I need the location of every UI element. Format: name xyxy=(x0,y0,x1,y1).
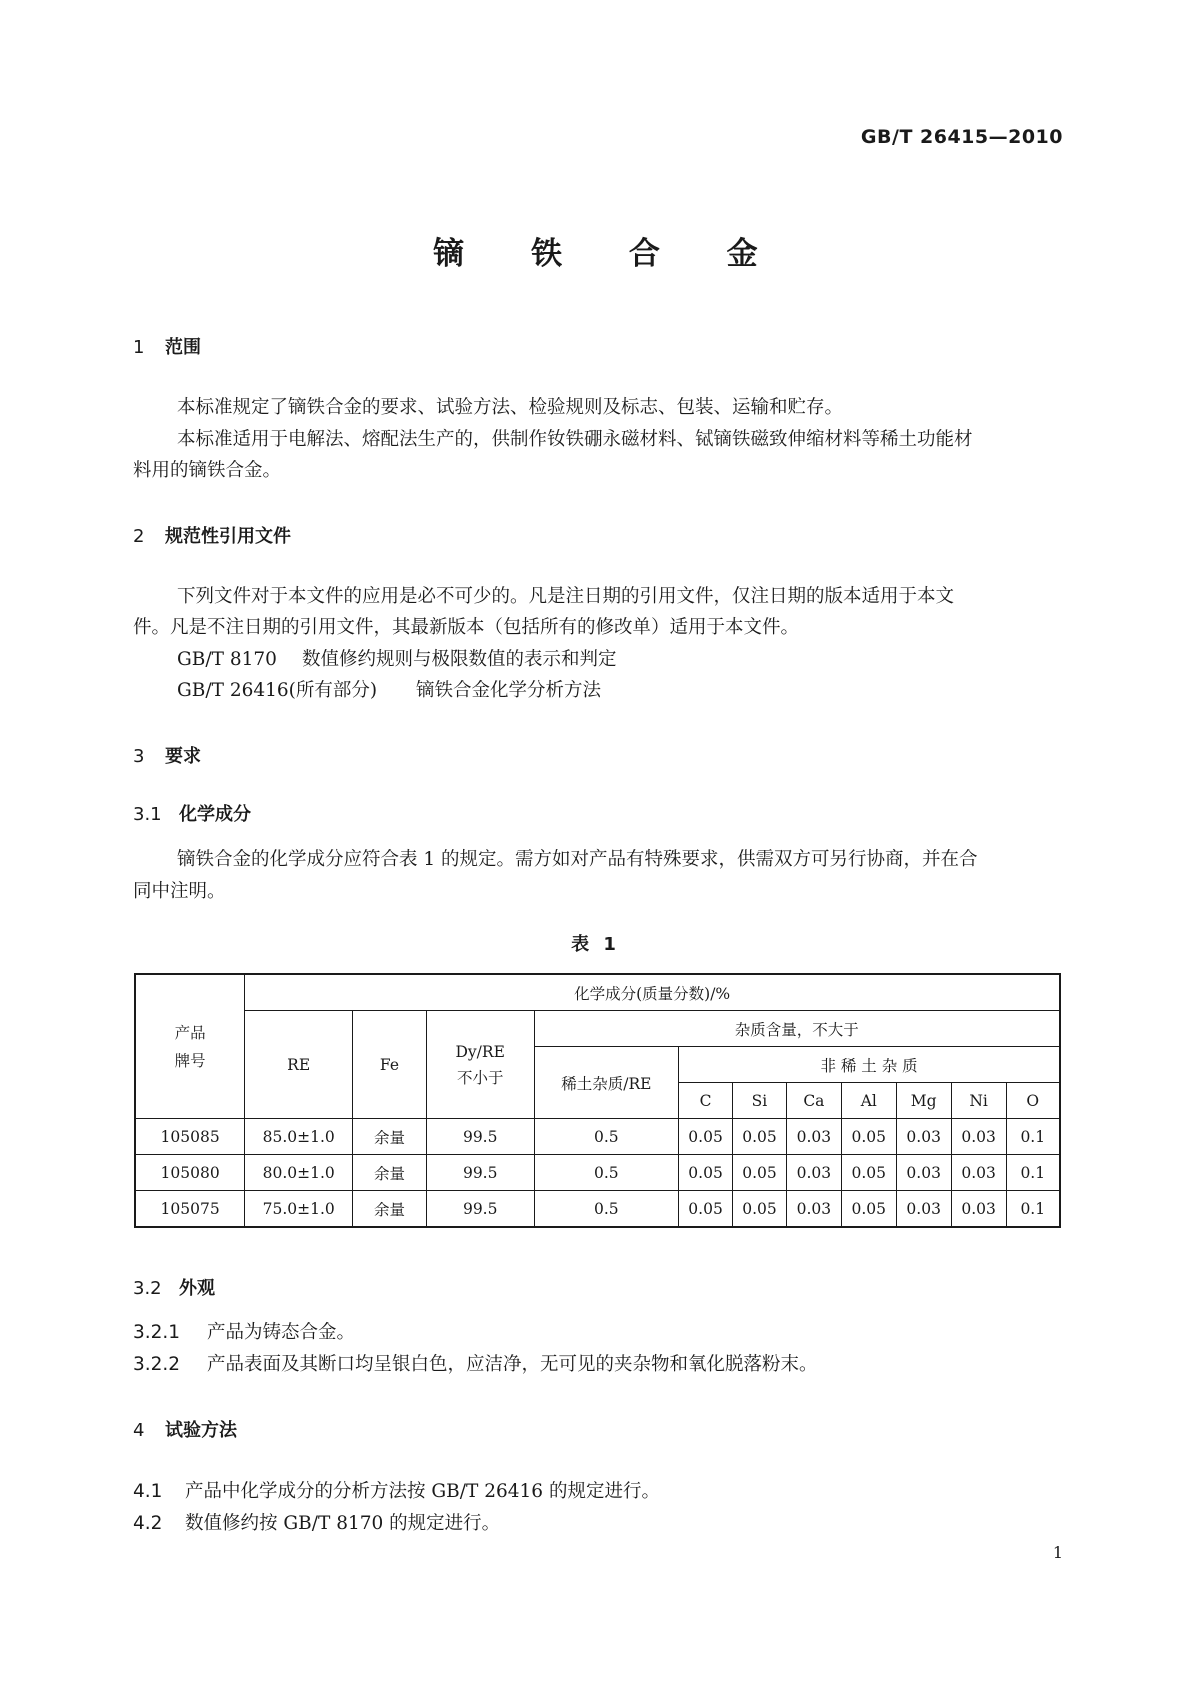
paragraph-line: 本标准适用于电解法、熔配法生产的，供制作钕铁硼永磁材料、铽镝铁磁致伸缩材料等稀土功能材 xyxy=(177,429,973,450)
section-3-1-heading xyxy=(133,800,251,826)
header-fe: Fe xyxy=(353,1011,427,1119)
section-title: 要求 xyxy=(165,746,201,767)
cell-al: 0.05 xyxy=(841,1155,896,1191)
paragraph-line: 件。凡是不注日期的引用文件，其最新版本（包括所有的修改单）适用于本文件。 xyxy=(133,617,800,638)
section-title: 试验方法 xyxy=(165,1420,237,1441)
paragraph-line: 同中注明。 xyxy=(133,881,226,902)
header-element: Si xyxy=(733,1083,787,1119)
cell-c: 0.05 xyxy=(679,1191,733,1228)
table-row xyxy=(135,1155,1060,1191)
cell-re: 80.0±1.0 xyxy=(245,1155,353,1191)
header-product-grade: 产品 牌号 xyxy=(135,974,245,1119)
cell-si: 0.05 xyxy=(733,1191,787,1228)
cell-fe: 余量 xyxy=(353,1155,427,1191)
clause-text: 产品中化学成分的分析方法按 GB/T 26416 的规定进行。 xyxy=(185,1481,660,1502)
clause-text: 数值修约按 GB/T 8170 的规定进行。 xyxy=(185,1513,501,1534)
table-row xyxy=(135,1191,1060,1228)
section-number: 3 xyxy=(133,746,145,767)
section-title: 化学成分 xyxy=(179,804,251,825)
cell-si: 0.05 xyxy=(733,1155,787,1191)
clause-4-1 xyxy=(133,1477,660,1503)
header-element: O xyxy=(1006,1083,1060,1119)
section-3-2-heading xyxy=(133,1274,215,1300)
cell-ca: 0.03 xyxy=(786,1155,841,1191)
normative-reference xyxy=(177,644,617,676)
cell-c: 0.05 xyxy=(679,1155,733,1191)
header-re: RE xyxy=(245,1011,353,1119)
cell-ni: 0.03 xyxy=(951,1155,1006,1191)
standard-number: GB/T 26415—2010 xyxy=(860,126,1063,148)
section-3-heading xyxy=(133,742,201,768)
cell-dy-re: 99.5 xyxy=(426,1191,534,1228)
cell-re-impurity: 0.5 xyxy=(534,1155,679,1191)
cell-c: 0.05 xyxy=(679,1119,733,1155)
clause-3-2-1 xyxy=(133,1318,355,1344)
cell-ca: 0.03 xyxy=(786,1119,841,1155)
clause-number: 4.2 xyxy=(133,1513,163,1534)
header-dy-re: Dy/RE 不小于 xyxy=(426,1011,534,1119)
clause-text: 产品表面及其断口均呈银白色，应洁净，无可见的夹杂物和氧化脱落粉末。 xyxy=(207,1354,818,1375)
reference-code: GB/T 8170 xyxy=(177,649,277,670)
section-number: 3.1 xyxy=(133,804,162,825)
section-number: 1 xyxy=(133,337,145,358)
clause-text: 产品为铸态合金。 xyxy=(207,1322,356,1343)
reference-code: GB/T 26416(所有部分) xyxy=(177,680,378,701)
header-element: Ni xyxy=(951,1083,1006,1119)
clause-number: 4.1 xyxy=(133,1481,163,1502)
clause-3-2-2 xyxy=(133,1350,818,1376)
section-title: 规范性引用文件 xyxy=(165,526,291,547)
header-chemical-composition: 化学成分(质量分数)/% xyxy=(245,974,1060,1011)
section-number: 3.2 xyxy=(133,1278,162,1299)
table-row xyxy=(135,1119,1060,1155)
header-impurity-content: 杂质含量，不大于 xyxy=(534,1011,1060,1047)
cell-grade: 105085 xyxy=(135,1119,245,1155)
clause-4-2 xyxy=(133,1509,500,1535)
table-caption: 表 1 xyxy=(571,934,620,955)
cell-ni: 0.03 xyxy=(951,1191,1006,1228)
reference-title: 镝铁合金化学分析方法 xyxy=(416,680,602,701)
clause-number: 3.2.1 xyxy=(133,1322,181,1343)
section-title: 外观 xyxy=(179,1278,215,1299)
clause-number: 3.2.2 xyxy=(133,1354,181,1375)
paragraph-line: 料用的镝铁合金。 xyxy=(133,460,282,481)
section-number: 2 xyxy=(133,526,145,547)
header-rare-earth-impurity: 稀土杂质/RE xyxy=(534,1047,679,1119)
cell-ca: 0.03 xyxy=(786,1191,841,1228)
paragraph: 本标准规定了镝铁合金的要求、试验方法、检验规则及标志、包装、运输和贮存。 xyxy=(177,397,844,418)
cell-dy-re: 99.5 xyxy=(426,1155,534,1191)
cell-mg: 0.03 xyxy=(896,1119,951,1155)
cell-re-impurity: 0.5 xyxy=(534,1119,679,1155)
cell-fe: 余量 xyxy=(353,1119,427,1155)
header-non-rare-earth-impurity: 非 稀 土 杂 质 xyxy=(679,1047,1060,1083)
document-title: 镝 铁 合 金 xyxy=(433,236,786,272)
cell-re-impurity: 0.5 xyxy=(534,1191,679,1228)
cell-re: 85.0±1.0 xyxy=(245,1119,353,1155)
cell-o: 0.1 xyxy=(1006,1119,1060,1155)
cell-grade: 105075 xyxy=(135,1191,245,1228)
normative-reference xyxy=(177,675,601,707)
cell-si: 0.05 xyxy=(733,1119,787,1155)
reference-title: 数值修约规则与极限数值的表示和判定 xyxy=(302,649,617,670)
cell-ni: 0.03 xyxy=(951,1119,1006,1155)
header-element: Mg xyxy=(896,1083,951,1119)
cell-re: 75.0±1.0 xyxy=(245,1191,353,1228)
header-element: Al xyxy=(841,1083,896,1119)
cell-al: 0.05 xyxy=(841,1119,896,1155)
header-element: C xyxy=(679,1083,733,1119)
section-number: 4 xyxy=(133,1420,145,1441)
cell-mg: 0.03 xyxy=(896,1155,951,1191)
cell-fe: 余量 xyxy=(353,1191,427,1228)
chemical-composition-table xyxy=(134,973,1061,1228)
cell-dy-re: 99.5 xyxy=(426,1119,534,1155)
page-number: 1 xyxy=(1052,1543,1063,1562)
cell-al: 0.05 xyxy=(841,1191,896,1228)
section-title: 范围 xyxy=(165,337,201,358)
cell-o: 0.1 xyxy=(1006,1155,1060,1191)
section-2-heading xyxy=(133,522,291,548)
section-4-heading xyxy=(133,1416,237,1442)
section-1-heading xyxy=(133,333,201,359)
header-element: Ca xyxy=(786,1083,841,1119)
cell-mg: 0.03 xyxy=(896,1191,951,1228)
cell-grade: 105080 xyxy=(135,1155,245,1191)
paragraph-line: 镝铁合金的化学成分应符合表 1 的规定。需方如对产品有特殊要求，供需双方可另行协商，并在合 xyxy=(177,849,978,870)
cell-o: 0.1 xyxy=(1006,1191,1060,1228)
paragraph-line: 下列文件对于本文件的应用是必不可少的。凡是注日期的引用文件，仅注日期的版本适用于本文 xyxy=(177,586,955,607)
